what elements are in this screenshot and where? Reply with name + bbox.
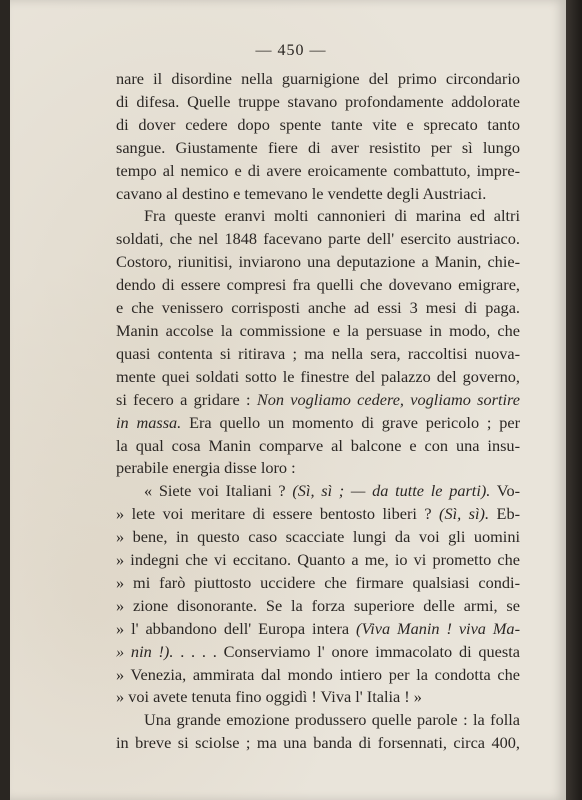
text-line: soldati, che nel 1848 facevano parte dell' esercito austriaco. xyxy=(116,229,520,249)
quote-line: » voi avete tenuta fino oggidì ! Viva l' Italia ! » xyxy=(116,687,422,707)
text-line: perabile energia disse loro : xyxy=(116,458,296,478)
text-line: tempo al nemico e di avere eroicamente combattuto, impre- xyxy=(116,160,520,180)
quote-line: » l' abbandono dell' Europa intera (Viva Manin ! viva Ma- xyxy=(116,618,520,638)
quote-line: « Siete voi Italiani ? (Sì, sì ; — da tutte le parti). Vo- xyxy=(144,481,521,501)
quote-line: » Venezia, ammirata dal mondo intiero per la condotta che xyxy=(116,664,520,684)
text-line: e che venissero corrisposti anche ad essi 3 mesi di paga. xyxy=(116,298,520,318)
text-line: la qual cosa Manin comparve al balcone e con una insu- xyxy=(116,435,520,455)
text-line: di dover cedere dopo spente tante vite e sprecato tanto xyxy=(116,114,520,134)
quote-line: » nin !). . . . . Conserviamo l' onore immacolato di questa xyxy=(116,641,520,661)
quote-line: » bene, in questo caso scacciate lungi da voi gli uomini xyxy=(116,527,520,547)
text-line: sangue. Giustamente fiere di aver resistito per sì lungo xyxy=(116,137,520,157)
text-line: in massa. Era quello un momento di grave pericolo ; per xyxy=(116,412,520,432)
text-line: nare il disordine nella guarnigione del primo circondario xyxy=(116,69,520,88)
page-number: — 450 — xyxy=(255,42,327,59)
text-line: Costoro, riunitisi, inviarono una deputazione a Manin, chie- xyxy=(116,252,520,272)
quote-line: » mi farò piuttosto uccidere che firmare qualsiasi condi- xyxy=(116,572,520,592)
quote-line: » lete voi meritare di essere bentosto liberi ? (Sì, sì). Eb- xyxy=(116,504,521,524)
text-line: in breve si sciolse ; ma una banda di forsennati, circa 400, xyxy=(116,733,520,753)
quote-line: » indegni che vi eccitano. Quanto a me, io vi prometto che xyxy=(116,550,520,570)
body-text xyxy=(116,68,520,755)
text-line: Fra queste eranvi molti cannonieri di marina ed altri xyxy=(144,206,520,226)
text-line: quasi contenta si ritirava ; ma nella sera, raccoltisi nuova- xyxy=(116,343,520,363)
text-line: Una grande emozione produssero quelle parole : la folla xyxy=(144,710,520,730)
text-line: si fecero a gridare : Non vogliamo cedere, vogliamo sortire xyxy=(116,389,521,409)
text-line: cavano al destino e temevano le vendette degli Austriaci. xyxy=(116,183,487,203)
text-line: Manin accolse la commissione e la persuase in modo, che xyxy=(116,320,520,340)
text-line: mente quei soldati sotto le finestre del palazzo del governo, xyxy=(116,366,520,386)
text-line: di difesa. Quelle truppe stavano profondamente addolorate xyxy=(116,91,520,111)
page-edge-shadow xyxy=(566,0,582,800)
quote-line: » zione disonorante. Se la forza superiore delle armi, se xyxy=(116,595,520,615)
text-line: dendo di essere compresi fra quelli che dovevano emigrare, xyxy=(116,275,520,295)
